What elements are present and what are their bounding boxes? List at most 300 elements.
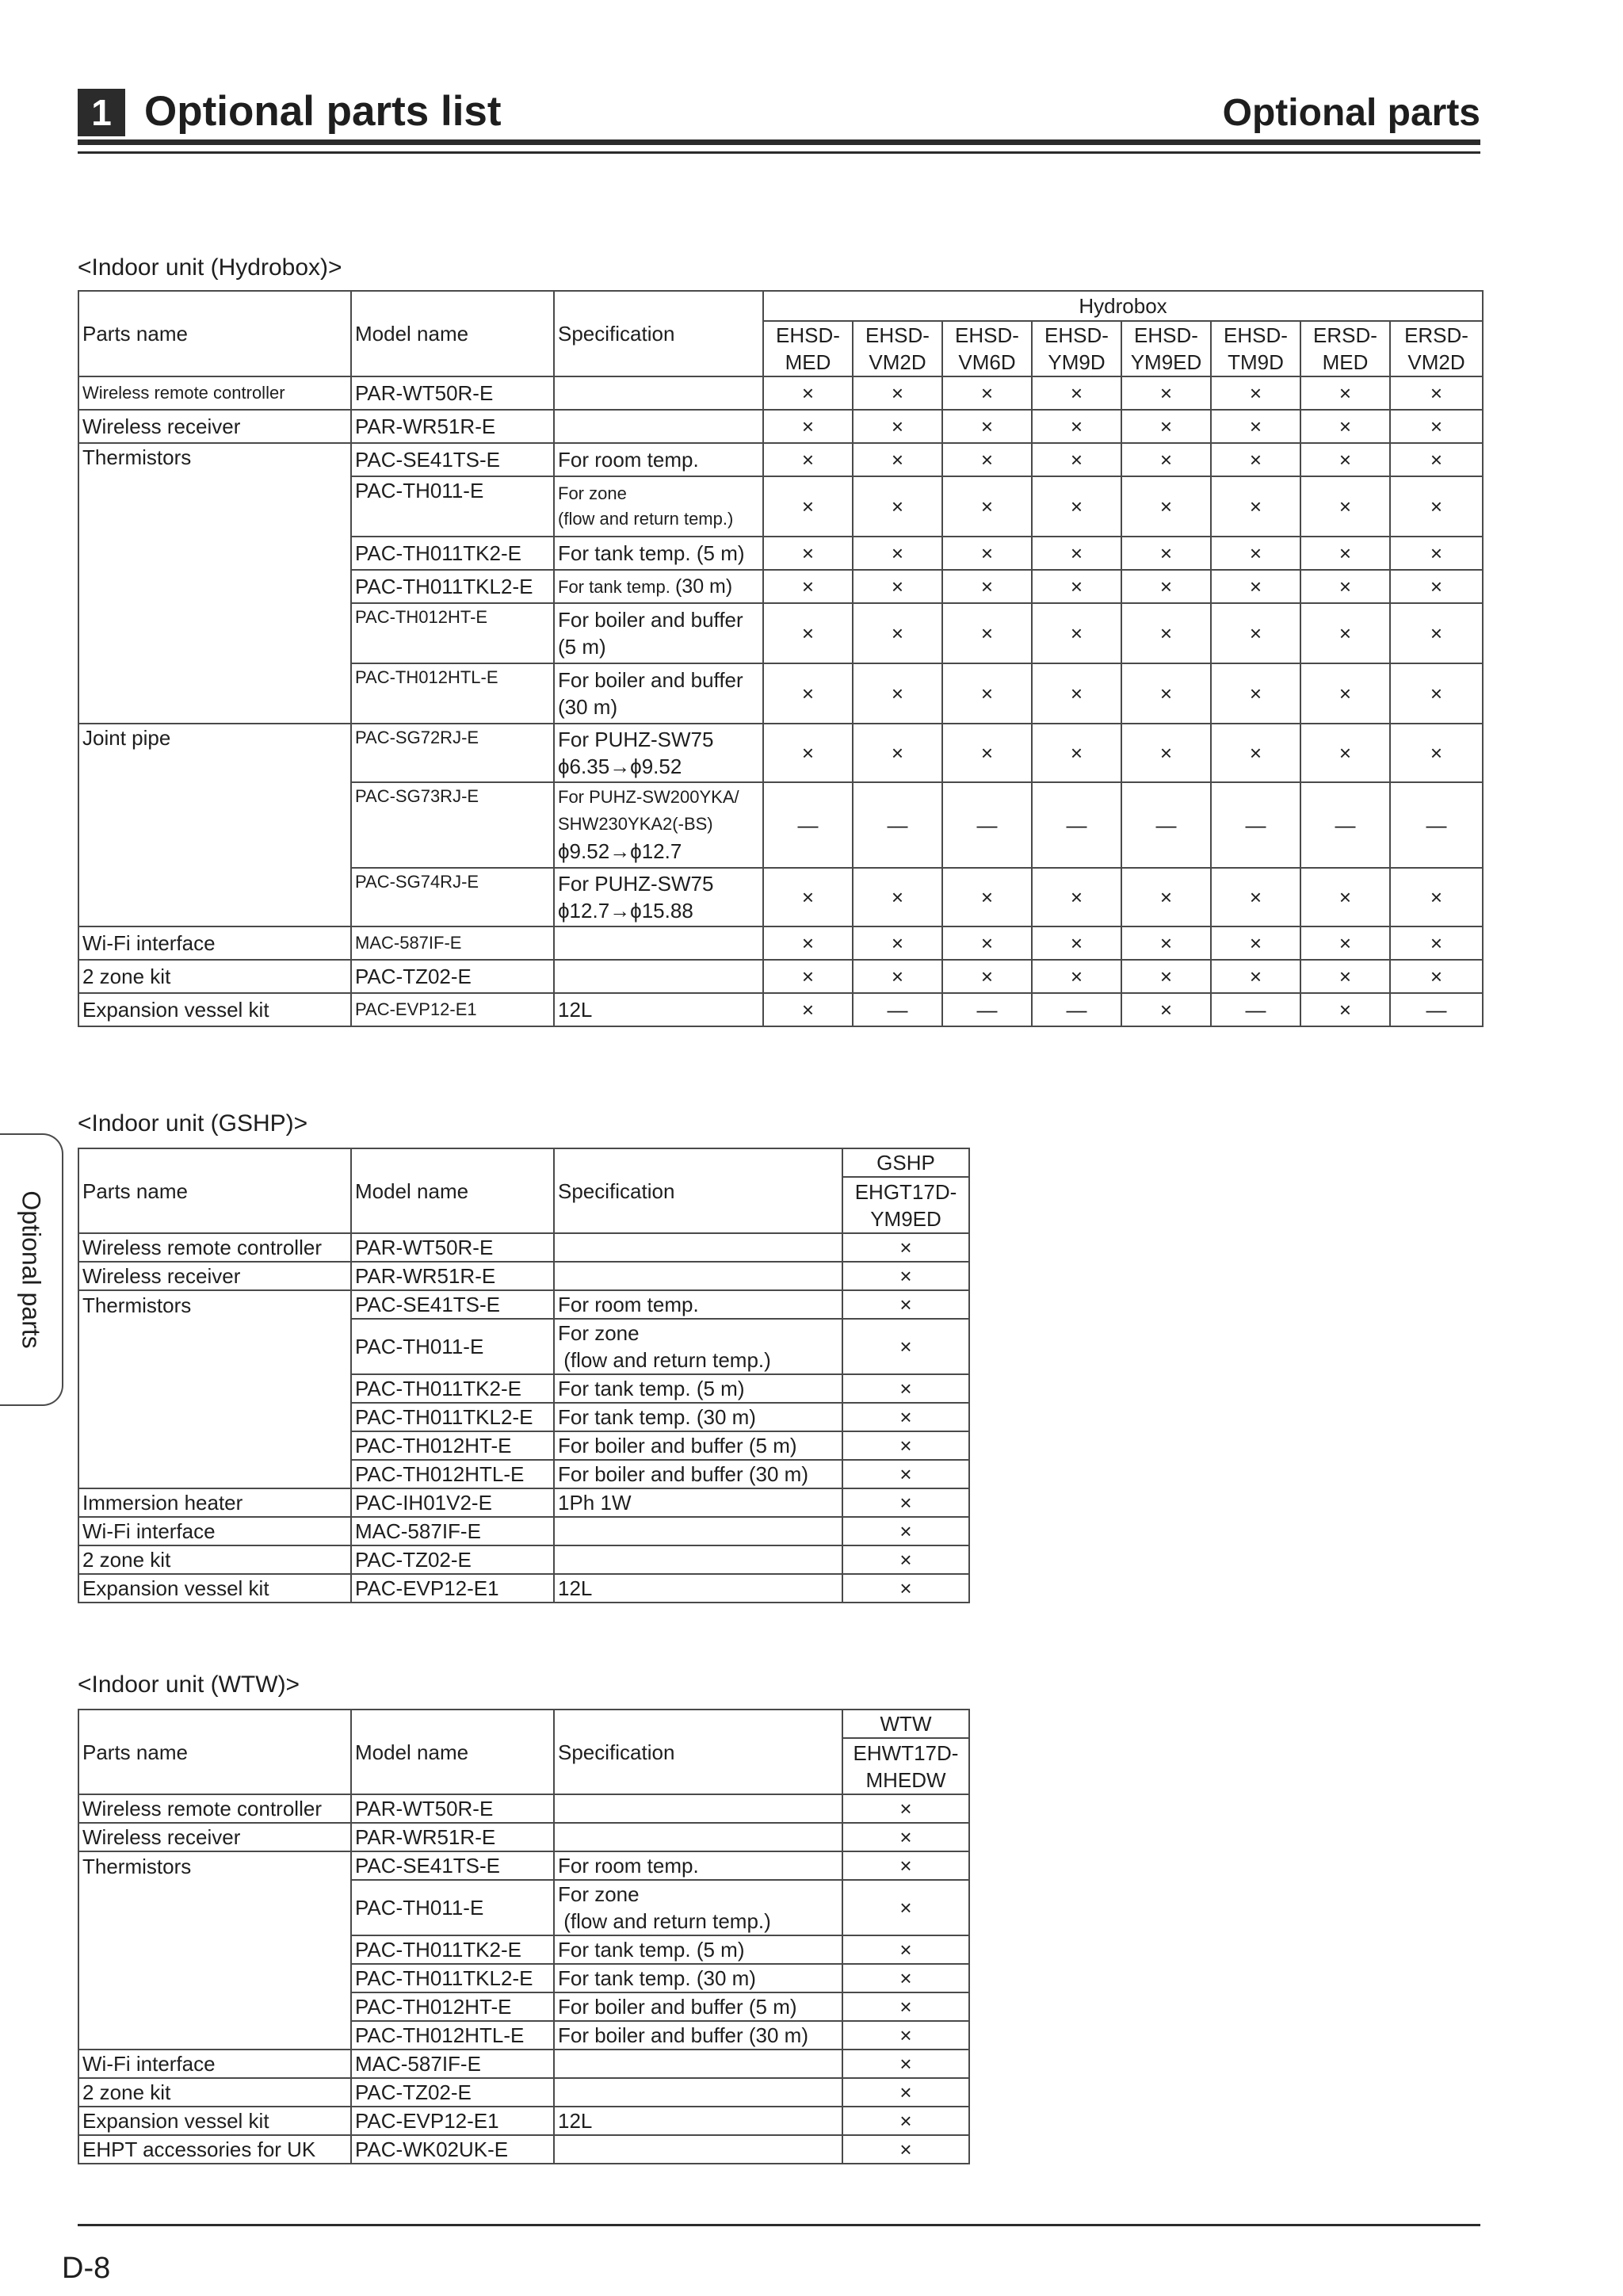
model-header: EHSD- MED (763, 321, 853, 376)
part-name: 2 zone kit (78, 960, 351, 993)
compat-mark: × (853, 410, 942, 443)
table-row (78, 1935, 969, 1964)
compat-mark: × (842, 1374, 969, 1403)
part-name (78, 868, 351, 926)
table-row (78, 868, 1483, 926)
table-row (78, 724, 1483, 782)
compat-mark: × (763, 537, 853, 570)
specification: For PUHZ-SW75 ϕ6.35→ϕ9.52 (554, 724, 763, 782)
model-name: PAR-WR51R-E (351, 410, 554, 443)
model-header: ERSD- MED (1300, 321, 1390, 376)
part-name (78, 1319, 351, 1374)
part-name: Thermistors (78, 1851, 351, 1880)
part-name (78, 1880, 351, 1935)
model-header: YM9ED (842, 1205, 969, 1233)
part-name: 2 zone kit (78, 2078, 351, 2107)
model-name: PAC-SG72RJ-E (351, 724, 554, 782)
compat-mark: × (1211, 960, 1300, 993)
table-row (78, 1880, 969, 1935)
model-name: PAC-TH011TKL2-E (351, 1403, 554, 1431)
table-row (78, 993, 1483, 1026)
compat-mark: × (1121, 926, 1211, 960)
compat-dash: — (1121, 782, 1211, 868)
model-name: PAC-TH011-E (351, 1880, 554, 1935)
footer-rule (78, 2224, 1480, 2226)
page-number: D-8 (62, 2252, 111, 2285)
compat-mark: × (942, 410, 1032, 443)
compat-mark: × (842, 1794, 969, 1823)
compat-mark: × (1121, 570, 1211, 603)
compat-mark: × (853, 570, 942, 603)
compat-mark: × (842, 1823, 969, 1851)
model-header: EHSD- YM9D (1032, 321, 1121, 376)
compat-mark: × (1300, 410, 1390, 443)
part-name (78, 782, 351, 868)
part-name: Wireless receiver (78, 1262, 351, 1290)
part-name: Expansion vessel kit (78, 1574, 351, 1603)
compat-mark: × (842, 1488, 969, 1517)
compat-mark: × (1211, 926, 1300, 960)
compat-mark: × (842, 1935, 969, 1964)
table-row (78, 410, 1483, 443)
compat-dash: — (763, 782, 853, 868)
compat-mark: × (1390, 476, 1483, 537)
compat-mark: × (942, 537, 1032, 570)
table-row (78, 1233, 969, 1262)
part-name (78, 1992, 351, 2021)
compat-mark: × (1211, 868, 1300, 926)
compat-dash: — (942, 993, 1032, 1026)
part-name: Wireless receiver (78, 410, 351, 443)
table-row (78, 2107, 969, 2135)
specification: For tank temp. (30 m) (554, 1964, 842, 1992)
table-row (78, 1992, 969, 2021)
compat-mark: × (1211, 537, 1300, 570)
specification: 12L (554, 2107, 842, 2135)
table-row (78, 1794, 969, 1823)
part-name: Wireless receiver (78, 1823, 351, 1851)
specification: For room temp. (554, 443, 763, 476)
col-header-spec: Specification (554, 1148, 842, 1233)
specification: For boiler and buffer (5 m) (554, 603, 763, 663)
compat-mark: × (853, 376, 942, 410)
model-name: PAR-WR51R-E (351, 1823, 554, 1851)
compat-mark: × (763, 570, 853, 603)
compat-mark: × (853, 724, 942, 782)
table-row (78, 1290, 969, 1319)
gshp-section-title: <Indoor unit (GSHP)> (78, 1110, 308, 1137)
specification (554, 2050, 842, 2078)
model-name: PAC-TZ02-E (351, 960, 554, 993)
table-row (78, 443, 1483, 476)
model-name: PAC-EVP12-E1 (351, 2107, 554, 2135)
wtw-group-header: WTW (842, 1710, 969, 1738)
table-row (78, 1403, 969, 1431)
model-name: PAC-TH012HT-E (351, 603, 554, 663)
compat-mark: × (1390, 443, 1483, 476)
table-row (78, 926, 1483, 960)
model-name: PAC-TH012HTL-E (351, 1460, 554, 1488)
compat-mark: × (1211, 603, 1300, 663)
specification (554, 410, 763, 443)
specification: For tank temp. (30 m) (554, 1403, 842, 1431)
specification (554, 926, 763, 960)
compat-mark: × (842, 1403, 969, 1431)
compat-mark: × (763, 410, 853, 443)
compat-mark: × (853, 960, 942, 993)
compat-mark: × (1121, 724, 1211, 782)
compat-mark: × (763, 443, 853, 476)
model-name: PAC-SG73RJ-E (351, 782, 554, 868)
specification: For PUHZ-SW75 ϕ12.7→ϕ15.88 (554, 868, 763, 926)
compat-mark: × (842, 1460, 969, 1488)
compat-mark: × (763, 603, 853, 663)
model-name: PAC-SE41TS-E (351, 1290, 554, 1319)
part-name: Joint pipe (78, 724, 351, 782)
compat-mark: × (942, 868, 1032, 926)
specification: For tank temp. (30 m) (554, 570, 763, 603)
compat-mark: × (853, 868, 942, 926)
compat-mark: × (853, 603, 942, 663)
compat-mark: × (1300, 570, 1390, 603)
specification (554, 376, 763, 410)
compat-mark: × (763, 993, 853, 1026)
compat-mark: × (1121, 993, 1211, 1026)
compat-mark: × (1211, 376, 1300, 410)
compat-mark: × (842, 1992, 969, 2021)
specification: 1Ph 1W (554, 1488, 842, 1517)
model-name: PAC-TH012HT-E (351, 1992, 554, 2021)
table-row (78, 960, 1483, 993)
compat-mark: × (1121, 868, 1211, 926)
specification (554, 1545, 842, 1574)
compat-dash: — (1032, 782, 1121, 868)
compat-mark: × (842, 2135, 969, 2164)
model-name: PAC-TH011TK2-E (351, 1374, 554, 1403)
side-index-tab (0, 1133, 63, 1406)
compat-mark: × (1121, 410, 1211, 443)
specification: For tank temp. (5 m) (554, 1935, 842, 1964)
compat-mark: × (842, 1517, 969, 1545)
compat-mark: × (1211, 443, 1300, 476)
table-row (78, 1823, 969, 1851)
compat-dash: — (853, 782, 942, 868)
compat-mark: × (1390, 537, 1483, 570)
compat-mark: × (1032, 603, 1121, 663)
model-name: PAR-WT50R-E (351, 1233, 554, 1262)
page-title: Optional parts list (144, 88, 502, 135)
table-row (78, 663, 1483, 724)
table-row (78, 2050, 969, 2078)
compat-mark: × (1121, 537, 1211, 570)
specification: For zone (flow and return temp.) (554, 1880, 842, 1935)
compat-dash: — (1390, 782, 1483, 868)
col-header-parts: Parts name (78, 1710, 351, 1794)
side-tab-label: Optional parts (17, 1190, 46, 1349)
compat-mark: × (1390, 570, 1483, 603)
model-name: PAC-TZ02-E (351, 2078, 554, 2107)
model-name: PAC-TH011TK2-E (351, 537, 554, 570)
compat-mark: × (853, 926, 942, 960)
compat-mark: × (1390, 868, 1483, 926)
specification (554, 1517, 842, 1545)
compat-mark: × (763, 663, 853, 724)
table-row (78, 1319, 969, 1374)
specification: For zone (flow and return temp.) (554, 1319, 842, 1374)
compat-mark: × (842, 1964, 969, 1992)
model-name: PAC-SG74RJ-E (351, 868, 554, 926)
model-name: MAC-587IF-E (351, 2050, 554, 2078)
compat-mark: × (1300, 993, 1390, 1026)
col-header-parts: Parts name (78, 291, 351, 376)
model-name: PAR-WT50R-E (351, 1794, 554, 1823)
model-name: PAC-TH011-E (351, 1319, 554, 1374)
compat-mark: × (1032, 926, 1121, 960)
model-name: PAC-EVP12-E1 (351, 1574, 554, 1603)
table-row (78, 603, 1483, 663)
model-name: PAC-SE41TS-E (351, 1851, 554, 1880)
compat-mark: × (1032, 663, 1121, 724)
part-name (78, 476, 351, 537)
compat-mark: × (1032, 443, 1121, 476)
part-name: EHPT accessories for UK (78, 2135, 351, 2164)
specification (554, 1823, 842, 1851)
compat-dash: — (853, 993, 942, 1026)
specification (554, 960, 763, 993)
part-name: Wi-Fi interface (78, 926, 351, 960)
compat-mark: × (1300, 663, 1390, 724)
compat-mark: × (1032, 376, 1121, 410)
compat-mark: × (853, 663, 942, 724)
compat-mark: × (1390, 603, 1483, 663)
compat-mark: × (1390, 663, 1483, 724)
part-name: Expansion vessel kit (78, 993, 351, 1026)
compat-mark: × (1121, 603, 1211, 663)
model-header: EHSD- VM2D (853, 321, 942, 376)
table-row (78, 1488, 969, 1517)
part-name (78, 1964, 351, 1992)
compat-mark: × (842, 1319, 969, 1374)
specification (554, 1262, 842, 1290)
table-row (78, 1545, 969, 1574)
compat-mark: × (842, 1574, 969, 1603)
compat-mark: × (942, 724, 1032, 782)
table-row (78, 1374, 969, 1403)
compat-mark: × (763, 376, 853, 410)
specification: For boiler and buffer (30 m) (554, 663, 763, 724)
col-header-model: Model name (351, 1710, 554, 1794)
part-name: 2 zone kit (78, 1545, 351, 1574)
model-name: PAC-WK02UK-E (351, 2135, 554, 2164)
model-name: PAC-TH011TKL2-E (351, 1964, 554, 1992)
compat-mark: × (763, 926, 853, 960)
specification: For boiler and buffer (30 m) (554, 2021, 842, 2050)
compat-mark: × (942, 663, 1032, 724)
compat-mark: × (842, 2107, 969, 2135)
model-header: EHGT17D- (842, 1177, 969, 1205)
compat-mark: × (842, 2078, 969, 2107)
compat-mark: × (842, 1851, 969, 1880)
model-header: EHWT17D- (842, 1738, 969, 1767)
specification: For room temp. (554, 1290, 842, 1319)
part-name: Wireless remote controller (78, 1233, 351, 1262)
compat-mark: × (1300, 476, 1390, 537)
specification: For boiler and buffer (5 m) (554, 1431, 842, 1460)
table-row (78, 476, 1483, 537)
table-row (78, 376, 1483, 410)
model-name: PAC-TZ02-E (351, 1545, 554, 1574)
specification (554, 2135, 842, 2164)
wtw-section-title: <Indoor unit (WTW)> (78, 1671, 300, 1698)
compat-mark: × (942, 603, 1032, 663)
model-name: PAC-EVP12-E1 (351, 993, 554, 1026)
model-header: ERSD- VM2D (1390, 321, 1483, 376)
compat-mark: × (1390, 724, 1483, 782)
compat-mark: × (1390, 960, 1483, 993)
compat-mark: × (1032, 410, 1121, 443)
model-name: PAC-SE41TS-E (351, 443, 554, 476)
compat-mark: × (763, 724, 853, 782)
model-header: EHSD- VM6D (942, 321, 1032, 376)
model-name: PAC-TH012HT-E (351, 1431, 554, 1460)
part-name (78, 1403, 351, 1431)
specification: 12L (554, 993, 763, 1026)
col-header-parts: Parts name (78, 1148, 351, 1233)
compat-mark: × (853, 537, 942, 570)
section-number-badge: 1 (78, 89, 125, 136)
compat-mark: × (1032, 570, 1121, 603)
header-rule-thin (78, 151, 1480, 154)
compat-mark: × (1211, 410, 1300, 443)
part-name (78, 2021, 351, 2050)
compat-mark: × (1121, 476, 1211, 537)
hydrobox-section-title: <Indoor unit (Hydrobox)> (78, 254, 342, 281)
compat-mark: × (942, 960, 1032, 993)
part-name: Wireless remote controller (78, 376, 351, 410)
compat-mark: × (1032, 724, 1121, 782)
part-name (78, 1460, 351, 1488)
compat-mark: × (1300, 724, 1390, 782)
compat-mark: × (1032, 476, 1121, 537)
part-name (78, 1431, 351, 1460)
part-name (78, 1935, 351, 1964)
part-name (78, 603, 351, 663)
specification: For boiler and buffer (5 m) (554, 1992, 842, 2021)
compat-mark: × (1211, 570, 1300, 603)
table-row (78, 1431, 969, 1460)
compat-mark: × (842, 1431, 969, 1460)
compat-mark: × (942, 926, 1032, 960)
part-name: Thermistors (78, 443, 351, 476)
part-name (78, 537, 351, 570)
chapter-title: Optional parts (1222, 92, 1480, 134)
model-header: EHSD- YM9ED (1121, 321, 1211, 376)
compat-mark: × (1300, 537, 1390, 570)
part-name (78, 1374, 351, 1403)
compat-mark: × (763, 868, 853, 926)
table-row (78, 537, 1483, 570)
table-row (78, 570, 1483, 603)
specification: For tank temp. (5 m) (554, 537, 763, 570)
compat-mark: × (853, 476, 942, 537)
compat-mark: × (853, 443, 942, 476)
compat-mark: × (942, 376, 1032, 410)
compat-mark: × (1300, 376, 1390, 410)
part-name: Wi-Fi interface (78, 1517, 351, 1545)
compat-mark: × (1300, 960, 1390, 993)
table-row (78, 2078, 969, 2107)
compat-mark: × (763, 476, 853, 537)
compat-mark: × (842, 1545, 969, 1574)
compat-dash: — (1390, 993, 1483, 1026)
table-row (78, 1574, 969, 1603)
compat-mark: × (1390, 376, 1483, 410)
model-name: PAC-TH012HTL-E (351, 2021, 554, 2050)
compat-mark: × (1032, 960, 1121, 993)
part-name: Thermistors (78, 1290, 351, 1319)
part-name: Immersion heater (78, 1488, 351, 1517)
col-header-model: Model name (351, 1148, 554, 1233)
model-name: PAC-TH011-E (351, 476, 554, 537)
compat-mark: × (1300, 603, 1390, 663)
specification: For room temp. (554, 1851, 842, 1880)
specification: 12L (554, 1574, 842, 1603)
table-row (78, 2135, 969, 2164)
table-row (78, 1964, 969, 1992)
part-name (78, 663, 351, 724)
specification (554, 2078, 842, 2107)
part-name (78, 570, 351, 603)
model-header: EHSD- TM9D (1211, 321, 1300, 376)
model-name: MAC-587IF-E (351, 1517, 554, 1545)
compat-mark: × (842, 1880, 969, 1935)
model-name: PAR-WT50R-E (351, 376, 554, 410)
compat-mark: × (1300, 926, 1390, 960)
compat-mark: × (1032, 537, 1121, 570)
compat-mark: × (1121, 443, 1211, 476)
compat-mark: × (942, 476, 1032, 537)
compat-mark: × (1211, 476, 1300, 537)
compat-mark: × (1390, 410, 1483, 443)
col-header-model: Model name (351, 291, 554, 376)
compat-mark: × (842, 1262, 969, 1290)
compat-dash: — (1032, 993, 1121, 1026)
compat-mark: × (842, 2050, 969, 2078)
compat-mark: × (1390, 926, 1483, 960)
model-name: PAR-WR51R-E (351, 1262, 554, 1290)
header-rule (78, 139, 1480, 145)
compat-mark: × (1211, 663, 1300, 724)
col-header-spec: Specification (554, 291, 763, 376)
specification: For PUHZ-SW200YKA/ SHW230YKA2(-BS) ϕ9.52→ϕ12.7 (554, 782, 763, 868)
compat-mark: × (942, 443, 1032, 476)
compat-mark: × (1121, 960, 1211, 993)
specification (554, 1794, 842, 1823)
compat-mark: × (942, 570, 1032, 603)
table-row (78, 1517, 969, 1545)
compat-mark: × (1121, 376, 1211, 410)
compat-dash: — (942, 782, 1032, 868)
table-row (78, 782, 1483, 868)
compat-dash: — (1211, 782, 1300, 868)
hydrobox-group-header: Hydrobox (763, 291, 1483, 321)
table-row (78, 1262, 969, 1290)
compat-mark: × (1211, 724, 1300, 782)
model-name: PAC-TH011TK2-E (351, 1935, 554, 1964)
compat-mark: × (842, 1290, 969, 1319)
compat-mark: × (763, 960, 853, 993)
specification: For zone (flow and return temp.) (554, 476, 763, 537)
